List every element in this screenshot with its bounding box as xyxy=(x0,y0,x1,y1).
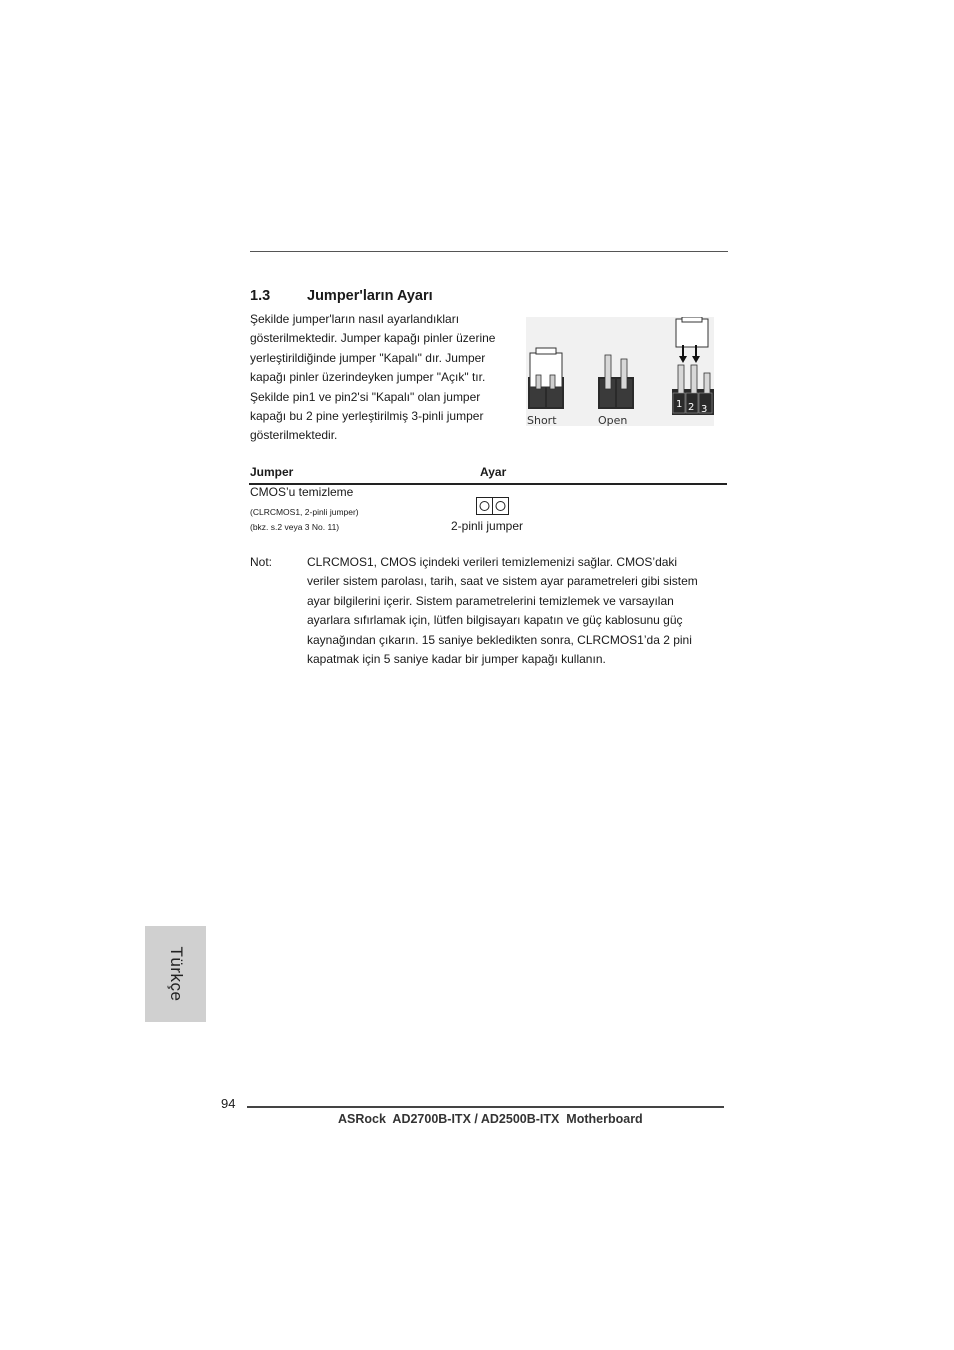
intro-line: Şekilde jumper'ların nasıl ayarlandıkları xyxy=(250,312,460,326)
intro-line: gösterilmektedir. xyxy=(250,428,338,443)
table-header-ayar: Ayar xyxy=(480,465,507,479)
intro-line: kapağı pinler üzerindeyken jumper "Açık" tır. xyxy=(250,370,486,385)
open-jumper-icon xyxy=(598,355,634,409)
table-header-jumper: Jumper xyxy=(250,465,294,479)
page-number: 94 xyxy=(221,1096,236,1111)
table-row-label: CMOS’u temizleme xyxy=(250,485,354,499)
intro-line: yerleştirildiğinde jumper "Kapalı" dır. Jumper xyxy=(250,350,486,365)
language-side-tab-label: Türkçe xyxy=(166,946,186,1002)
note-label: Not: xyxy=(250,555,273,569)
table-row-setting: 2-pinli jumper xyxy=(451,519,524,533)
note-line: CLRCMOS1, CMOS içindeki verileri temizlemenizi sağlar. CMOS’daki xyxy=(307,555,678,569)
note-line: kapatmak için 5 saniye kadar bir jumper kapağı kullanın. xyxy=(307,652,606,667)
short-label: Short xyxy=(527,414,557,426)
language-side-tab xyxy=(145,926,206,1022)
intro-line: Şekilde pin1 ve pin2'si "Kapalı" olan jumper xyxy=(250,389,481,404)
intro-paragraph xyxy=(250,310,525,446)
short-jumper-icon xyxy=(528,348,564,409)
table-row-reference: (bkz. s.2 veya 3 No. 11) xyxy=(250,522,340,532)
intro-line: gösterilmektedir. Jumper kapağı pinler üzerine xyxy=(250,331,496,346)
note-paragraph xyxy=(307,553,732,669)
intro-line: kapağı bu 2 pine yerleştirilmiş 3-pinli jumper xyxy=(250,409,484,424)
note-line: ayar bilgilerini içerir. Sistem parametrelerini temizlemek ve varsayılan xyxy=(307,593,674,608)
pin-number-3: 3 xyxy=(701,404,708,415)
two-pin-jumper-icon xyxy=(476,497,509,515)
open-label: Open xyxy=(598,414,628,426)
pin-number-2: 2 xyxy=(688,402,695,413)
jumper-illustration xyxy=(526,317,714,426)
three-pin-jumper-icon xyxy=(672,317,714,415)
note-line: veriler sistem parolası, tarih, saat ve sistem ayar parametreleri gibi sistem xyxy=(307,574,698,589)
note-line: kaynağından çıkarın. 15 saniye bekledikten sonra, CLRCMOS1’da 2 pini xyxy=(307,632,692,647)
note-line: ayarlara sıfırlamak için, lütfen bilgisayarı kapatın ve güç kablosunu güç xyxy=(307,613,683,628)
pin-number-1: 1 xyxy=(676,399,683,410)
section-number: 1.3 xyxy=(250,288,271,304)
top-divider xyxy=(250,251,728,252)
footer-divider xyxy=(247,1106,724,1108)
table-row-detail: (CLRCMOS1, 2-pinli jumper) xyxy=(250,507,359,517)
section-title: Jumper'ların Ayarı xyxy=(307,288,433,304)
footer-product-name: ASRock AD2700B-ITX / AD2500B-ITX Motherboard xyxy=(338,1112,643,1126)
